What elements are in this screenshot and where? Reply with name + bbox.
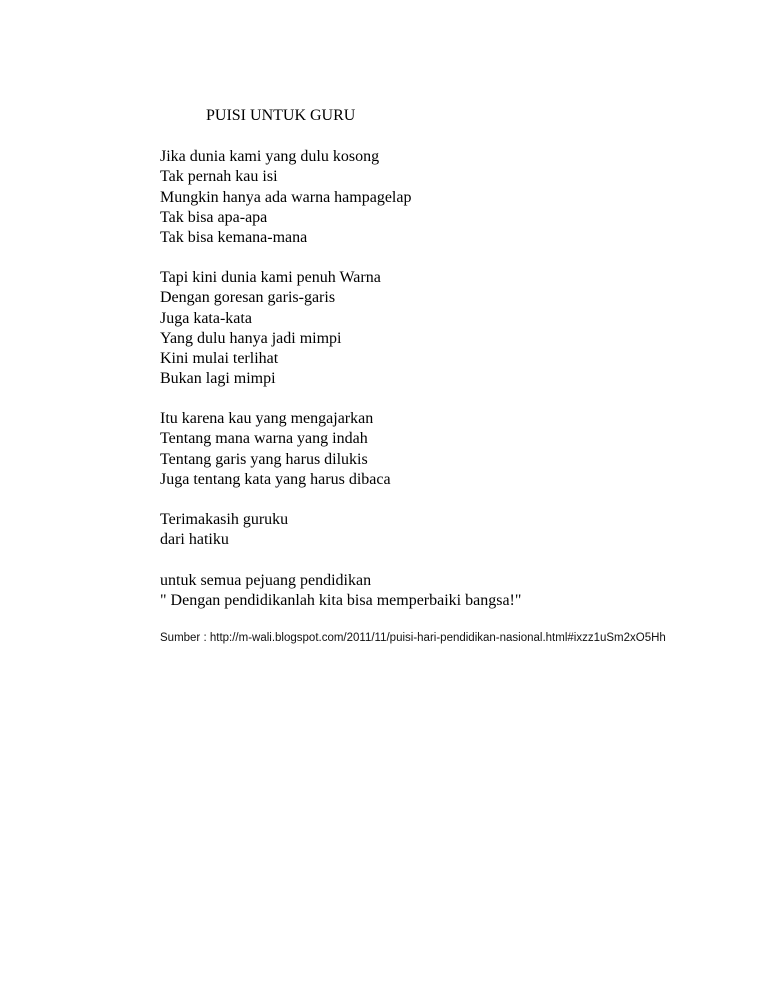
poem-line: Tapi kini dunia kami penuh Warna bbox=[160, 269, 381, 286]
stanza-1 bbox=[160, 147, 411, 248]
poem-line: Tak bisa kemana-mana bbox=[160, 229, 308, 247]
stanza-4 bbox=[160, 510, 288, 551]
poem-line: Tak pernah kau isi bbox=[160, 168, 278, 186]
stanza-3 bbox=[160, 409, 391, 490]
poem-line: Tentang mana warna yang indah bbox=[160, 430, 368, 448]
poem-line: Mungkin hanya ada warna hampagelap bbox=[160, 188, 412, 206]
poem-line: " Dengan pendidikanlah kita bisa memperbaiki bangsa!" bbox=[160, 592, 522, 610]
poem-line: Juga tentang kata yang harus dibaca bbox=[160, 470, 391, 488]
poem-line: Juga kata-kata bbox=[160, 309, 252, 327]
stanza-5 bbox=[160, 571, 521, 612]
poem-line: Dengan goresan garis-garis bbox=[160, 289, 336, 307]
poem-title: PUISI UNTUK GURU bbox=[206, 107, 356, 124]
stanza-2 bbox=[160, 268, 381, 390]
poem-line: Terimakasih guruku bbox=[160, 511, 289, 528]
poem-line: Itu karena kau yang mengajarkan bbox=[160, 410, 374, 427]
poem-line: Jika dunia kami yang dulu kosong bbox=[160, 148, 380, 165]
poem-line: Bukan lagi mimpi bbox=[160, 370, 276, 388]
poem-line: dari hatiku bbox=[160, 531, 229, 549]
poem-line: Yang dulu hanya jadi mimpi bbox=[160, 329, 342, 347]
poem-line: Kini mulai terlihat bbox=[160, 350, 279, 368]
poem-line: Tentang garis yang harus dilukis bbox=[160, 450, 368, 468]
poem-line: Tak bisa apa-apa bbox=[160, 208, 268, 226]
source-citation: Sumber : http://m-wali.blogspot.com/2011/11/puisi-hari-pendidikan-nasional.html#ixzz1uSm2xO5Hh bbox=[160, 632, 666, 644]
poem-line: untuk semua pejuang pendidikan bbox=[160, 572, 372, 589]
